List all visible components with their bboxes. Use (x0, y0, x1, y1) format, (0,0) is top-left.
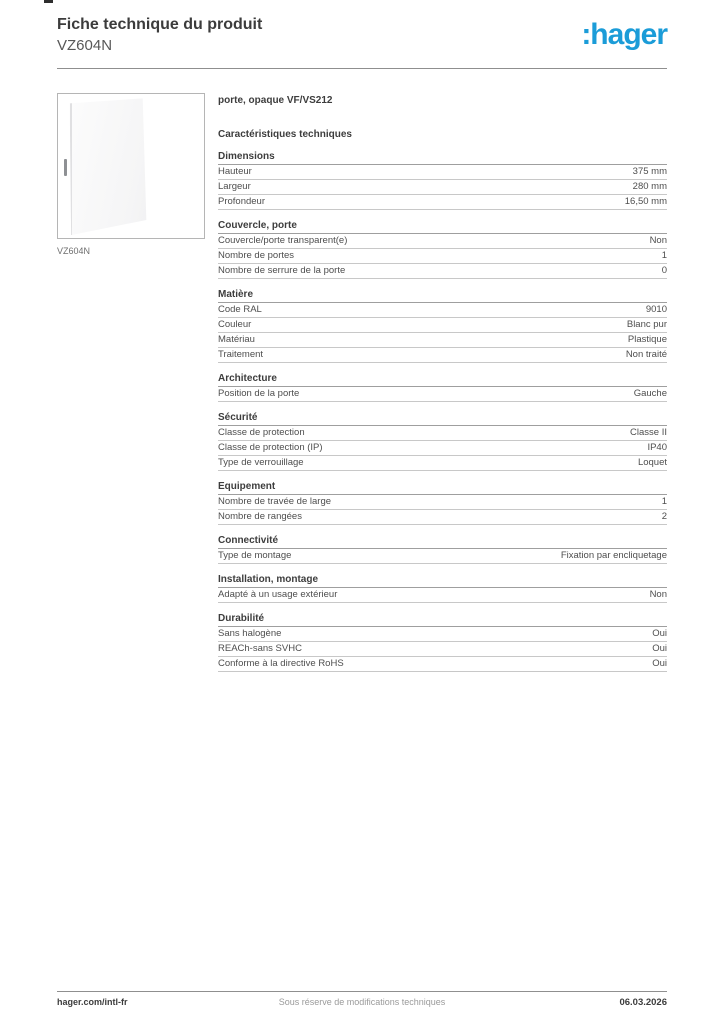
spec-label: REACh-sans SVHC (218, 643, 302, 654)
specs-section-title: Caractéristiques techniques (218, 129, 352, 140)
spec-section-title: Installation, montage (218, 575, 667, 588)
door-handle-icon (64, 159, 67, 176)
specs-column (218, 93, 667, 672)
spec-label: Code RAL (218, 304, 262, 315)
spec-label: Hauteur (218, 166, 252, 177)
spec-label: Nombre de travée de large (218, 496, 332, 507)
spec-value: Oui (652, 628, 667, 639)
spec-value: Gauche (633, 388, 667, 399)
spec-section (218, 575, 667, 603)
spec-label: Largeur (218, 181, 251, 192)
spec-row (218, 642, 667, 657)
spec-label: Couleur (218, 319, 252, 330)
spec-section-title: Sécurité (218, 413, 667, 426)
spec-label: Nombre de serrure de la porte (218, 265, 346, 276)
spec-label: Couvercle/porte transparent(e) (218, 235, 348, 246)
spec-section (218, 221, 667, 279)
spec-row (218, 588, 667, 603)
spec-row (218, 441, 667, 456)
spec-row (218, 387, 667, 402)
spec-value: Blanc pur (626, 319, 667, 330)
spec-label: Profondeur (218, 196, 266, 207)
page-header (57, 15, 667, 55)
spec-section-title: Equipement (218, 482, 667, 495)
spec-section (218, 290, 667, 363)
spec-value: 16,50 mm (624, 196, 667, 207)
spec-section (218, 482, 667, 525)
spec-label: Type de verrouillage (218, 457, 304, 468)
spec-section-title: Connectivité (218, 536, 667, 549)
hager-logo: :hager (581, 18, 667, 51)
spec-label: Nombre de portes (218, 250, 295, 261)
door-illustration (58, 94, 204, 238)
spec-value: 1 (661, 250, 667, 261)
spec-row (218, 234, 667, 249)
spec-value: Oui (652, 643, 667, 654)
product-reference: VZ604N (57, 37, 113, 54)
crop-mark (44, 0, 53, 3)
spec-label: Traitement (218, 349, 264, 360)
spec-section (218, 374, 667, 402)
spec-label: Conforme à la directive RoHS (218, 658, 344, 669)
product-image (57, 93, 205, 239)
spec-label: Type de montage (218, 550, 292, 561)
spec-value: 375 mm (632, 166, 667, 177)
spec-row (218, 657, 667, 672)
spec-row (218, 303, 667, 318)
spec-section-title: Matière (218, 290, 667, 303)
spec-row (218, 249, 667, 264)
footer-website: hager.com/intl-fr (57, 997, 128, 1007)
spec-value: 9010 (645, 304, 667, 315)
spec-section (218, 614, 667, 672)
spec-section (218, 413, 667, 471)
spec-row (218, 195, 667, 210)
spec-section-title: Architecture (218, 374, 667, 387)
spec-value: Oui (652, 658, 667, 669)
page-footer (57, 997, 667, 1008)
spec-row (218, 627, 667, 642)
spec-value: Non traité (625, 349, 667, 360)
spec-row (218, 333, 667, 348)
spec-section-title: Dimensions (218, 152, 667, 165)
spec-row (218, 264, 667, 279)
spec-label: Adapté à un usage extérieur (218, 589, 338, 600)
page-title: Fiche technique du produit (57, 16, 263, 33)
spec-row (218, 549, 667, 564)
spec-label: Classe de protection (IP) (218, 442, 323, 453)
spec-label: Position de la porte (218, 388, 300, 399)
spec-value: Loquet (637, 457, 667, 468)
header-divider (57, 68, 667, 69)
spec-section (218, 536, 667, 564)
spec-label: Classe de protection (218, 427, 305, 438)
spec-row (218, 495, 667, 510)
spec-row (218, 318, 667, 333)
product-image-column (57, 93, 205, 672)
spec-value: 280 mm (632, 181, 667, 192)
product-description: porte, opaque VF/VS212 (218, 95, 333, 106)
spec-value: 2 (661, 511, 667, 522)
product-image-caption: VZ604N (57, 246, 91, 256)
spec-row (218, 510, 667, 525)
spec-value: 1 (661, 496, 667, 507)
spec-sections (218, 152, 667, 672)
footer-note: Sous réserve de modifications techniques (278, 997, 446, 1007)
spec-section-title: Durabilité (218, 614, 667, 627)
spec-row (218, 456, 667, 471)
footer-date: 06.03.2026 (619, 997, 667, 1008)
spec-row (218, 180, 667, 195)
header-titles (57, 15, 262, 55)
spec-section-title: Couvercle, porte (218, 221, 667, 234)
spec-value: Fixation par encliquetage (560, 550, 667, 561)
main-content (57, 93, 667, 672)
spec-label: Nombre de rangées (218, 511, 302, 522)
spec-section (218, 152, 667, 210)
spec-label: Sans halogène (218, 628, 282, 639)
spec-row (218, 426, 667, 441)
footer-divider (57, 991, 667, 992)
spec-label: Matériau (218, 334, 255, 345)
spec-value: Classe II (630, 427, 667, 438)
spec-value: Non (649, 589, 667, 600)
spec-value: Non (649, 235, 667, 246)
spec-row (218, 348, 667, 363)
spec-row (218, 165, 667, 180)
spec-value: 0 (661, 265, 667, 276)
spec-value: Plastique (627, 334, 667, 345)
spec-value: IP40 (647, 442, 667, 453)
